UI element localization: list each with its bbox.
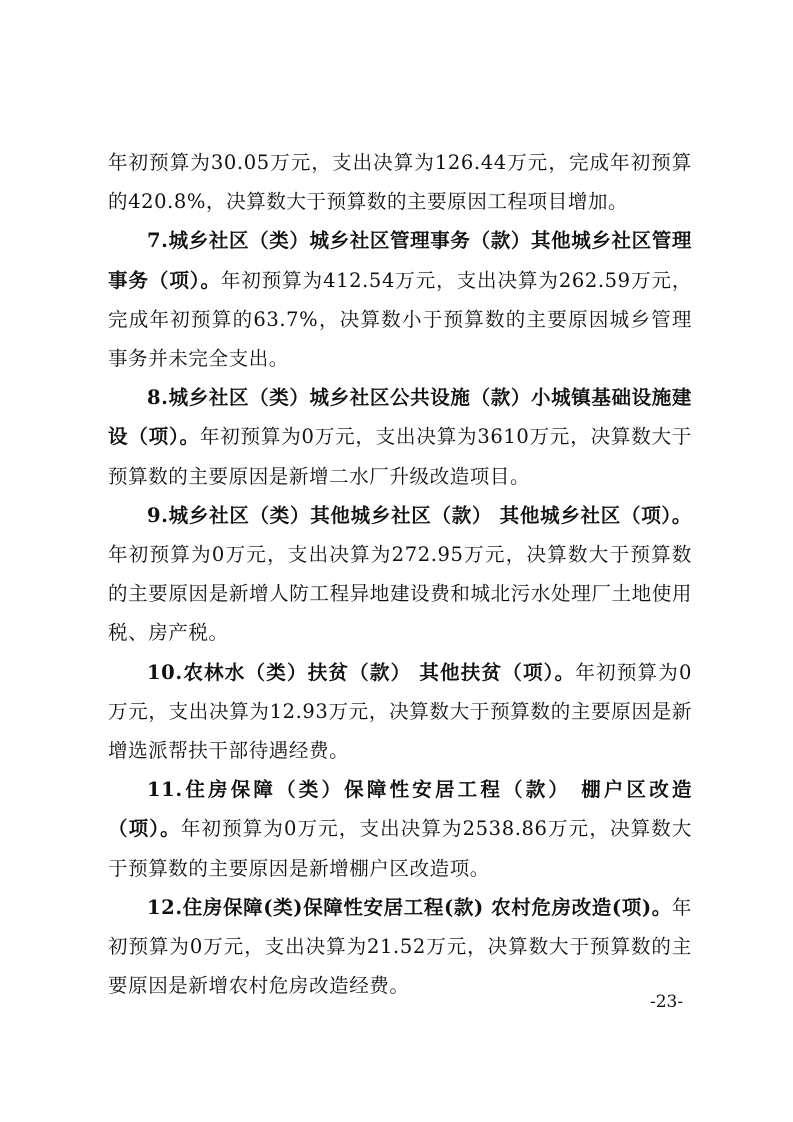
paragraph-body: 年初预算为0万元，支出决算为2538.86万元，决算数大于预算数的主要原因是新增棚户区改造项。 — [108, 817, 692, 880]
paragraph-item-10 — [108, 653, 692, 771]
paragraph-body: 年初预算为30.05万元，支出决算为126.44万元，完成年初预算的420.8%，决算数大于预算数的主要原因工程项目增加。 — [108, 151, 692, 214]
paragraph-item-8 — [108, 378, 692, 496]
paragraph-heading: 9.城乡社区（类）其他城乡社区（款） 其他城乡社区（项）。 — [147, 503, 692, 527]
paragraph-item-9 — [108, 496, 692, 653]
paragraph-body: 年初预算为0万元，支出决算为12.93万元，决算数大于预算数的主要原因是新增选派帮扶干部待遇经费。 — [108, 660, 693, 763]
paragraph-heading: 10.农林水（类）扶贫（款） 其他扶贫（项）。 — [147, 660, 576, 684]
paragraph-item-11 — [108, 770, 692, 888]
paragraph-body: 年初预算为0万元，支出决算为21.52万元，决算数大于预算数的主要原因是新增农村危房改造经费。 — [108, 895, 692, 998]
page-number: -23- — [650, 992, 684, 1012]
paragraph-heading: 12.住房保障(类)保障性安居工程(款) 农村危房改造(项)。 — [147, 895, 672, 919]
paragraph-body: 年初预算为0万元，支出决算为272.95万元，决算数大于预算数的主要原因是新增人防工程异地建设费和城北污水处理厂土地使用税、房产税。 — [108, 543, 692, 645]
paragraph-body: 年初预算为412.54万元，支出决算为262.59万元，完成年初预算的63.7%，决算数小于预算数的主要原因城乡管理事务并未完全支出。 — [108, 268, 692, 371]
paragraph-heading: 8.城乡社区（类）城乡社区公共设施（款）小城镇基础设施建设（项）。 — [108, 386, 692, 449]
paragraph-heading: 11.住房保障（类）保障性安居工程（款） 棚户区改造（项）。 — [108, 778, 692, 841]
paragraph-item-7 — [108, 221, 692, 378]
document-body — [108, 143, 692, 1005]
paragraph-body: 年初预算为0万元，支出决算为3610万元，决算数大于预算数的主要原因是新增二水厂升级改造项目。 — [108, 425, 692, 488]
paragraph-item-12 — [108, 888, 692, 1006]
paragraph-continued — [108, 143, 692, 221]
paragraph-heading: 7.城乡社区（类）城乡社区管理事务（款）其他城乡社区管理事务（项）。 — [108, 229, 692, 292]
